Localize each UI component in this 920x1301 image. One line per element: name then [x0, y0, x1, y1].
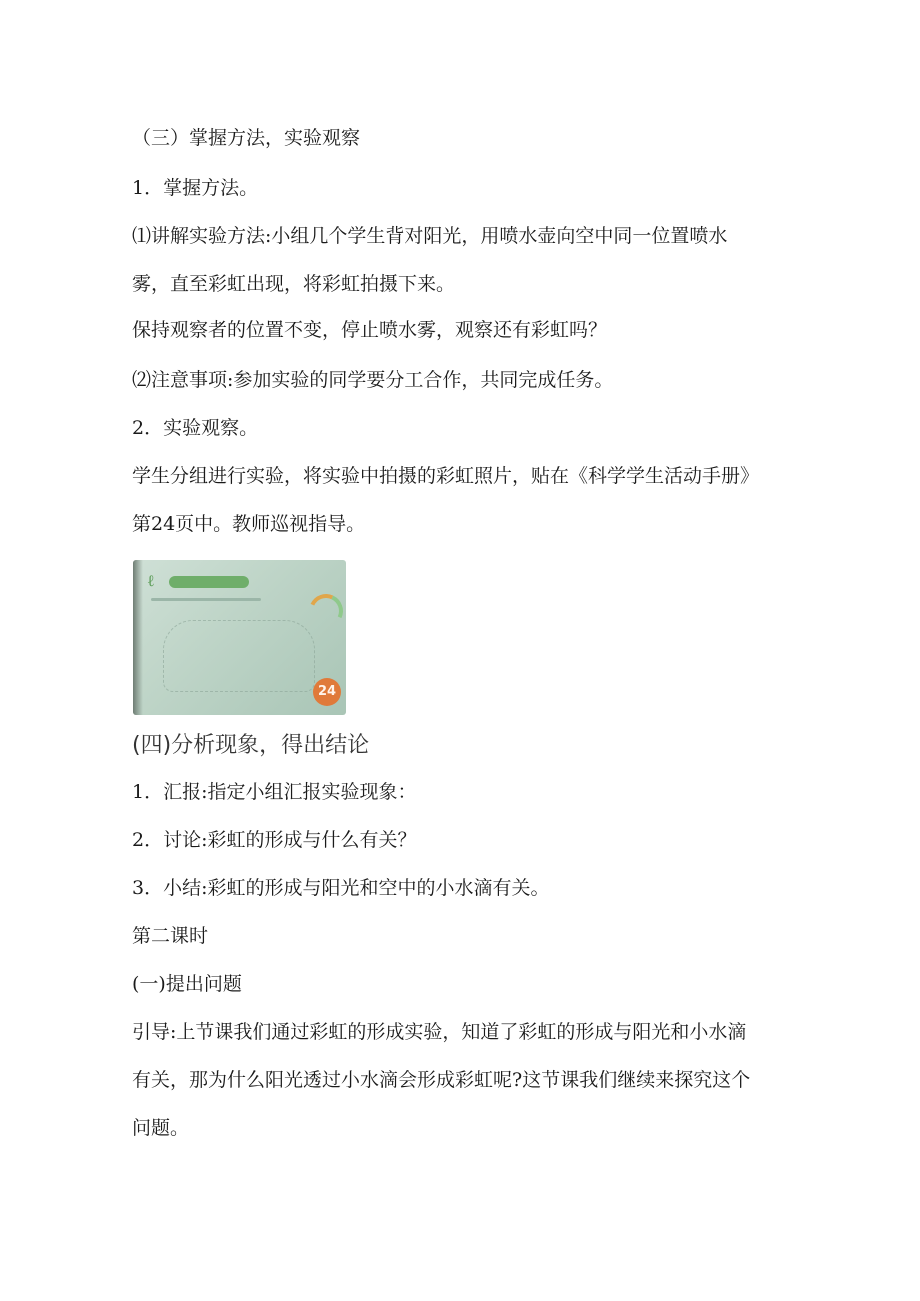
- photo-shadow-edge: [133, 560, 143, 715]
- s3-p4-line2: 第24页中。教师巡视指导。: [132, 513, 366, 535]
- s3-p1-line1: ⑴讲解实验方法:小组几个学生背对阳光，用喷水壶向空中同一位置喷水: [132, 225, 728, 247]
- s3-item1: 1．掌握方法。: [132, 177, 259, 199]
- rainbow-icon: [304, 589, 346, 633]
- photo-sketch: [163, 620, 315, 692]
- s4-item1: 1．汇报:指定小组汇报实验现象：: [132, 781, 417, 803]
- section4-title: (四)分析现象，得出结论: [132, 733, 370, 758]
- s3-p2: 保持观察者的位置不变，停止喷水雾，观察还有彩虹吗？: [132, 319, 608, 341]
- s3-item2: 2．实验观察。: [132, 417, 259, 439]
- activity-handbook-photo: [133, 560, 346, 715]
- s4-item3: 3．小结:彩虹的形成与阳光和空中的小水滴有关。: [132, 877, 550, 899]
- lesson2-title: 第二课时: [132, 925, 209, 947]
- leaf-logo-icon: ℓ: [147, 571, 155, 590]
- l2-p1-line3: 问题。: [132, 1117, 190, 1139]
- s3-p3: ⑵注意事项:参加实验的同学要分工合作，共同完成任务。: [132, 369, 614, 391]
- s3-p1-line2: 雾，直至彩虹出现，将彩虹拍摄下来。: [132, 273, 456, 295]
- section3-title: （三）掌握方法，实验观察: [132, 127, 361, 149]
- l2-p1-line2: 有关，那为什么阳光透过小水滴会形成彩虹呢?这节课我们继续来探究这个: [132, 1069, 751, 1091]
- l2-p1-line1: 引导:上节课我们通过彩虹的形成实验，知道了彩虹的形成与阳光和小水滴: [132, 1021, 747, 1043]
- s4-item2: 2．讨论:彩虹的形成与什么有关？: [132, 829, 417, 851]
- page-number-badge: 24: [313, 678, 341, 706]
- photo-banner: [169, 576, 249, 588]
- s3-p4-line1: 学生分组进行实验，将实验中拍摄的彩虹照片，贴在《科学学生活动手册》: [132, 465, 760, 487]
- l2-section1-title: (一)提出问题: [132, 973, 242, 995]
- photo-subline: [151, 598, 261, 601]
